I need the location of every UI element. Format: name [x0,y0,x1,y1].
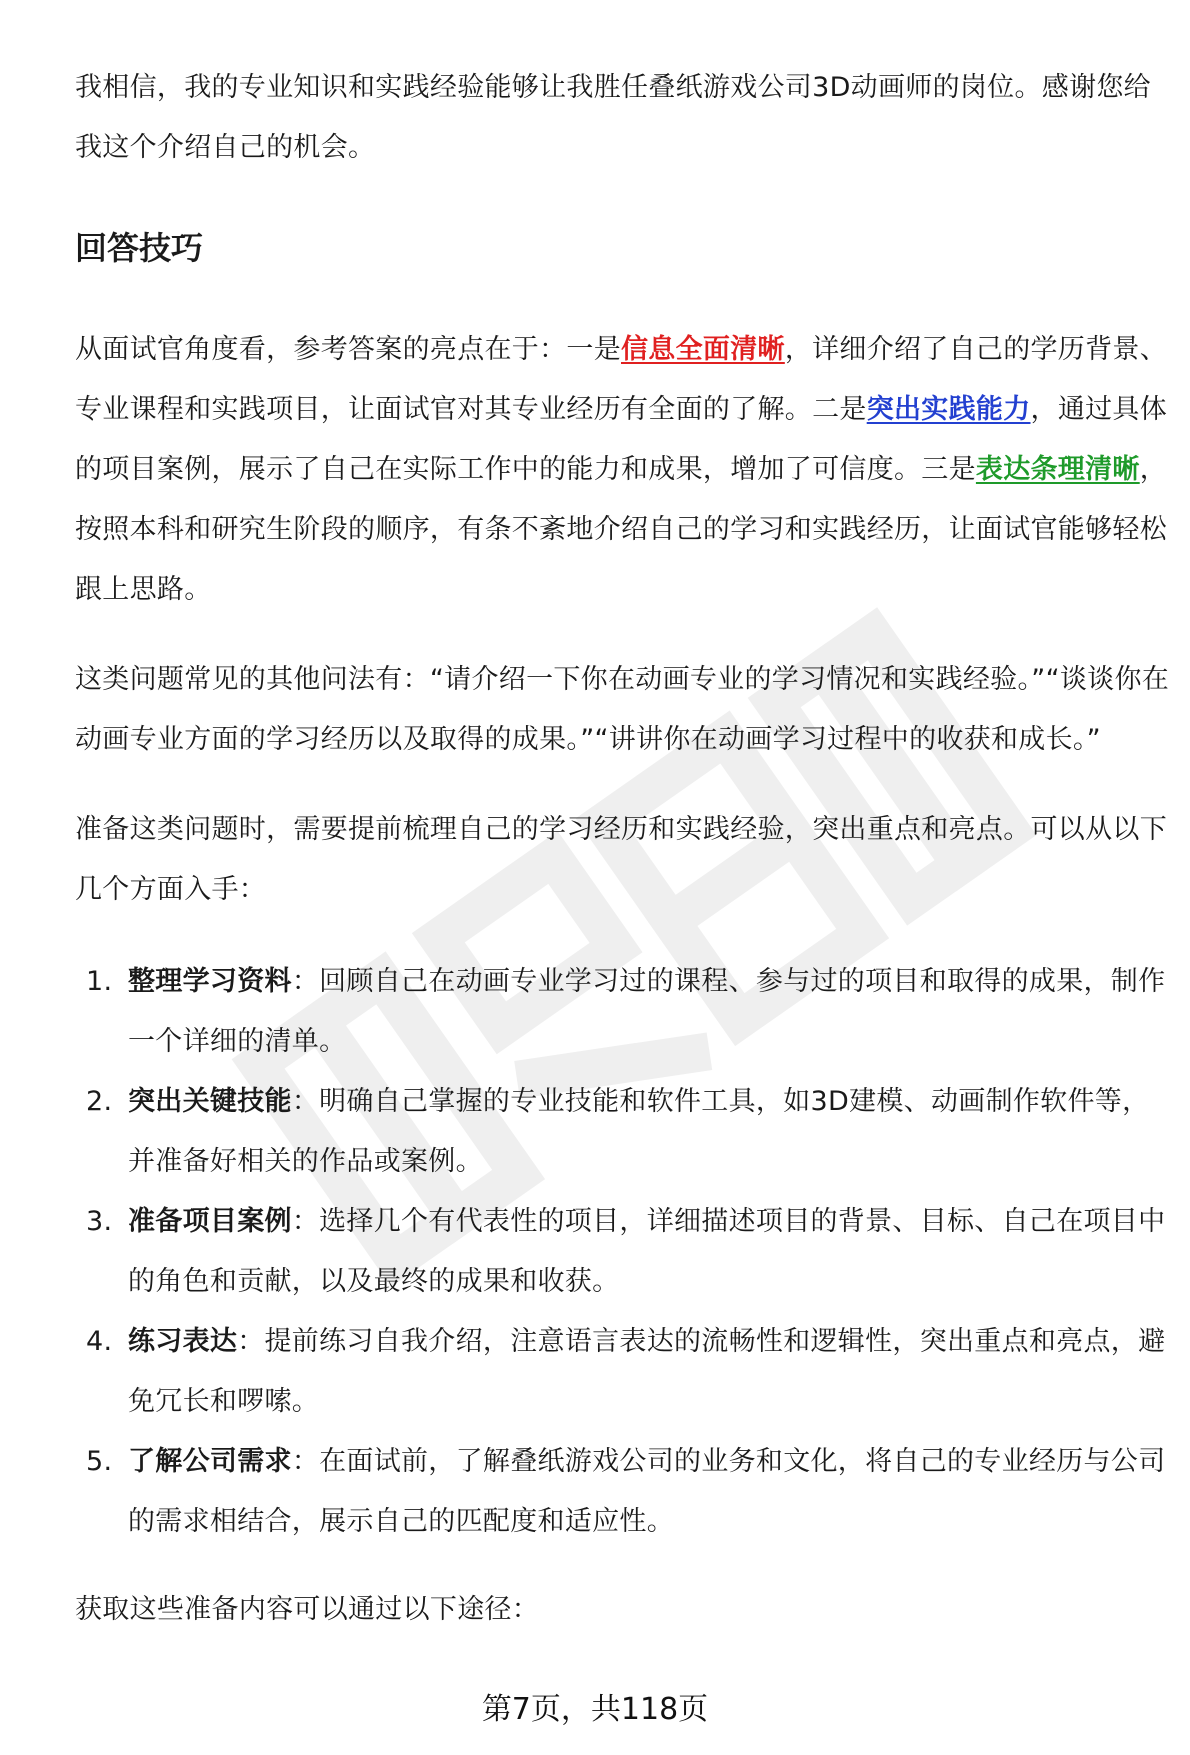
list-item-number: 2. [86,1086,113,1117]
preparation-steps-list [75,952,1170,1552]
list-item-number: 3. [86,1206,113,1237]
list-item-text: ：明确自己掌握的专业技能和软件工具，如3D建模、动画制作软件等，并准备好相关的作品或案例。 [128,1086,1150,1177]
list-item-number: 5. [86,1446,113,1477]
tips-text-1: 从面试官角度看，参考答案的亮点在于：一是 [75,334,621,365]
question-variants-paragraph: 这类问题常见的其他问法有：“请介绍一下你在动画专业的学习情况和实践经验。”“谈谈你在动画专业方面的学习经历以及取得的成果。”“讲讲你在动画学习过程中的收获和成长。” [75,664,1170,755]
tips-text-2: ，详细介绍了自己的学历背景、专业课程和实践项目，让面试官对其专业经历有全面的了解。二是 [75,334,1168,425]
closing-paragraph: 我相信，我的专业知识和实践经验能够让我胜任叠纸游戏公司3D动画师的岗位。感谢您给我这个介绍自己的机会。 [75,72,1151,163]
highlight-practice-ability: 突出实践能力 [866,394,1031,425]
tips-paragraph [75,320,1170,620]
list-item-title: 整理学习资料 [128,966,292,997]
list-item [86,1432,1170,1552]
list-item-title: 突出关键技能 [128,1086,292,1117]
list-item [86,1312,1170,1432]
preparation-paragraph: 准备这类问题时，需要提前梳理自己的学习经历和实践经验，突出重点和亮点。可以从以下几个方面入手： [75,814,1167,905]
highlight-clear-structure: 表达条理清晰 [975,454,1140,485]
section-heading: 回答技巧 [75,229,204,267]
page-number-footer: 第7页，共118页 [481,1692,709,1727]
tips-text-4: ，按照本科和研究生阶段的顺序，有条不紊地介绍自己的学习和实践经历，让面试官能够轻松跟上思路。 [75,454,1168,605]
highlight-info-clear: 信息全面清晰 [621,334,785,365]
list-item-number: 4. [86,1326,113,1357]
list-item-text: ：选择几个有代表性的项目，详细描述项目的背景、目标、自己在项目中的角色和贡献，以及最终的成果和收获。 [128,1206,1166,1297]
list-item-title: 了解公司需求 [128,1446,292,1477]
list-item [86,952,1170,1072]
sources-paragraph: 获取这些准备内容可以通过以下途径： [75,1594,540,1625]
document-page [75,58,1170,1640]
tips-text-3: ，通过具体的项目案例，展示了自己在实际工作中的能力和成果，增加了可信度。三是 [75,394,1168,485]
list-item-title: 准备项目案例 [128,1206,292,1237]
list-item [86,1072,1170,1192]
list-item-text: ：在面试前，了解叠纸游戏公司的业务和文化，将自己的专业经历与公司的需求相结合，展示自己的匹配度和适应性。 [128,1446,1166,1537]
list-item-text: ：提前练习自我介绍，注意语言表达的流畅性和逻辑性，突出重点和亮点，避免冗长和啰嗦。 [128,1326,1166,1417]
list-item-number: 1. [86,966,113,997]
list-item-text: ：回顾自己在动画专业学习过的课程、参与过的项目和取得的成果，制作一个详细的清单。 [128,966,1166,1057]
list-item [86,1192,1170,1312]
list-item-title: 练习表达 [128,1326,238,1357]
